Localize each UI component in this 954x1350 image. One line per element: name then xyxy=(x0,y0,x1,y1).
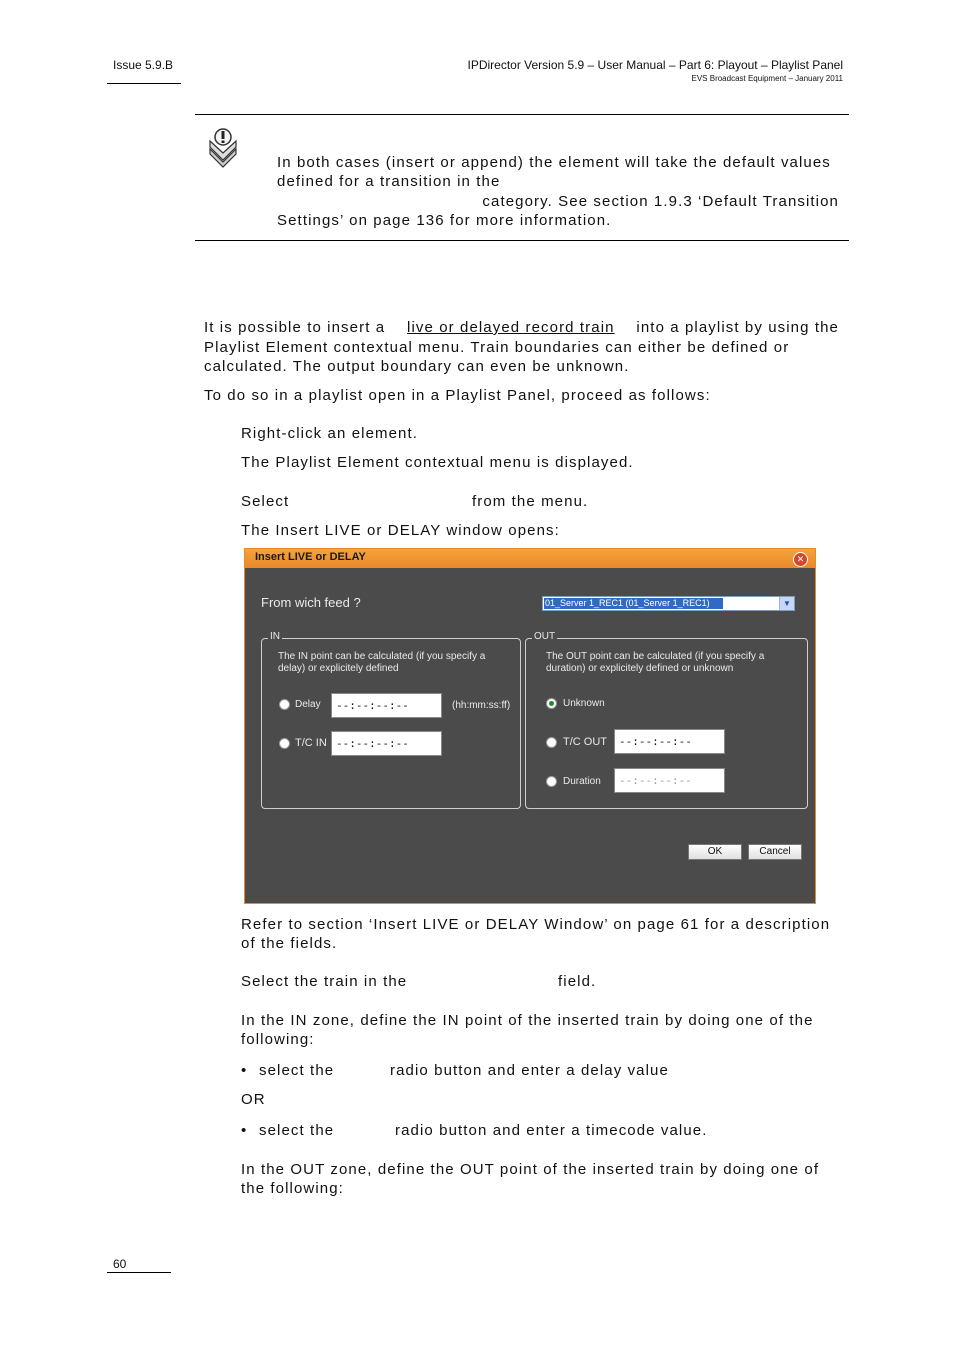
step-1: Right-click an element. xyxy=(241,425,419,442)
tc-in-input[interactable]: --:--:--:-- xyxy=(331,731,442,756)
duration-radio[interactable] xyxy=(546,776,557,787)
out-desc-2: duration) or explicitely defined or unknown xyxy=(546,663,734,674)
in-desc-1: The IN point can be calculated (if you specify a xyxy=(278,651,486,662)
insert-live-or-delay-dialog xyxy=(244,548,816,904)
step-4-line-2: following: xyxy=(241,1031,315,1048)
tc-out-label: T/C OUT xyxy=(563,736,607,748)
bullet-dot-2: • xyxy=(241,1122,248,1139)
bullet-2-a: select the xyxy=(259,1122,335,1139)
in-group-label: IN xyxy=(270,631,280,642)
intro-text-b: into a playlist by using the xyxy=(636,319,839,336)
intro-line-4: To do so in a playlist open in a Playlist Panel, proceed as follows: xyxy=(204,387,711,404)
refer-line-2: of the fields. xyxy=(241,935,338,952)
duration-label: Duration xyxy=(563,776,601,787)
step-5-line-2: the following: xyxy=(241,1180,344,1197)
intro-line-1 xyxy=(204,318,839,337)
delay-format-hint: (hh:mm:ss:ff) xyxy=(452,700,511,711)
intro-line-3: calculated. The output boundary can even be unknown. xyxy=(204,358,630,375)
step-1-result: The Playlist Element contextual menu is displayed. xyxy=(241,454,634,471)
step-2-result: The Insert LIVE or DELAY window opens: xyxy=(241,522,560,539)
live-delayed-link[interactable]: live or delayed record train xyxy=(407,319,615,336)
issue-label: Issue 5.9.B xyxy=(113,58,174,72)
refer-line-1: Refer to section ‘Insert LIVE or DELAY Window’ on page 61 for a description xyxy=(241,916,831,933)
note-line-1: In both cases (insert or append) the element will take the default values xyxy=(277,154,831,171)
note-icon xyxy=(206,127,240,169)
feed-label: From wich feed ? xyxy=(261,595,361,610)
chevron-down-icon[interactable]: ▼ xyxy=(779,597,794,610)
feed-select[interactable] xyxy=(542,596,795,611)
bullet-1-b: radio button and enter a delay value xyxy=(390,1062,669,1079)
duration-input[interactable]: --:--:--:-- xyxy=(614,768,725,793)
bullet-dot-1: • xyxy=(241,1062,248,1079)
dialog-title: Insert LIVE or DELAY xyxy=(255,551,366,563)
ok-button[interactable]: OK xyxy=(688,844,742,860)
unknown-label: Unknown xyxy=(563,698,605,709)
footer-rule xyxy=(107,1272,171,1273)
step-2-b: from the menu. xyxy=(472,493,589,510)
out-desc-1: The OUT point can be calculated (if you specify a xyxy=(546,651,765,662)
step-3-a: Select the train in the xyxy=(241,973,408,990)
bullet-1-a: select the xyxy=(259,1062,335,1079)
in-desc-2: delay) or explicitely defined xyxy=(278,663,399,674)
feed-select-value: 01_Server 1_REC1 (01_Server 1_REC1) xyxy=(544,598,723,609)
note-bottom-rule xyxy=(195,240,849,241)
manual-subtitle: EVS Broadcast Equipment – January 2011 xyxy=(691,74,843,83)
note-line-2: defined for a transition in the xyxy=(277,173,501,190)
step-5-line-1: In the OUT zone, define the OUT point of the inserted train by doing one of xyxy=(241,1161,820,1178)
or-label: OR xyxy=(241,1091,266,1108)
note-line-3: category. See section 1.9.3 ‘Default Transition xyxy=(482,193,839,210)
out-group-label: OUT xyxy=(534,631,556,642)
tc-out-input[interactable]: --:--:--:-- xyxy=(614,729,725,754)
note-line-4: Settings’ on page 136 for more information. xyxy=(277,212,612,229)
step-3-b: field. xyxy=(558,973,597,990)
tc-in-radio[interactable] xyxy=(279,738,290,749)
intro-line-2: Playlist Element contextual menu. Train boundaries can either be defined or xyxy=(204,339,790,356)
page-number: 60 xyxy=(113,1257,127,1271)
step-4-line-1: In the IN zone, define the IN point of the inserted train by doing one of the xyxy=(241,1012,814,1029)
delay-radio[interactable] xyxy=(279,699,290,710)
unknown-radio[interactable] xyxy=(546,698,557,709)
dialog-titlebar xyxy=(245,549,815,568)
close-icon[interactable]: ✕ xyxy=(793,552,808,567)
step-2-a: Select xyxy=(241,493,290,510)
bullet-2-b: radio button and enter a timecode value. xyxy=(395,1122,708,1139)
cancel-button[interactable]: Cancel xyxy=(748,844,802,860)
tc-in-label: T/C IN xyxy=(295,737,327,749)
manual-title: IPDirector Version 5.9 – User Manual – Part 6: Playout – Playlist Panel xyxy=(467,58,843,72)
delay-label: Delay xyxy=(295,699,321,710)
header-rule-left xyxy=(107,83,181,84)
tc-out-radio[interactable] xyxy=(546,737,557,748)
delay-input[interactable]: --:--:--:-- xyxy=(331,693,442,718)
intro-text-a: It is possible to insert a xyxy=(204,319,386,336)
note-top-rule xyxy=(195,114,849,115)
